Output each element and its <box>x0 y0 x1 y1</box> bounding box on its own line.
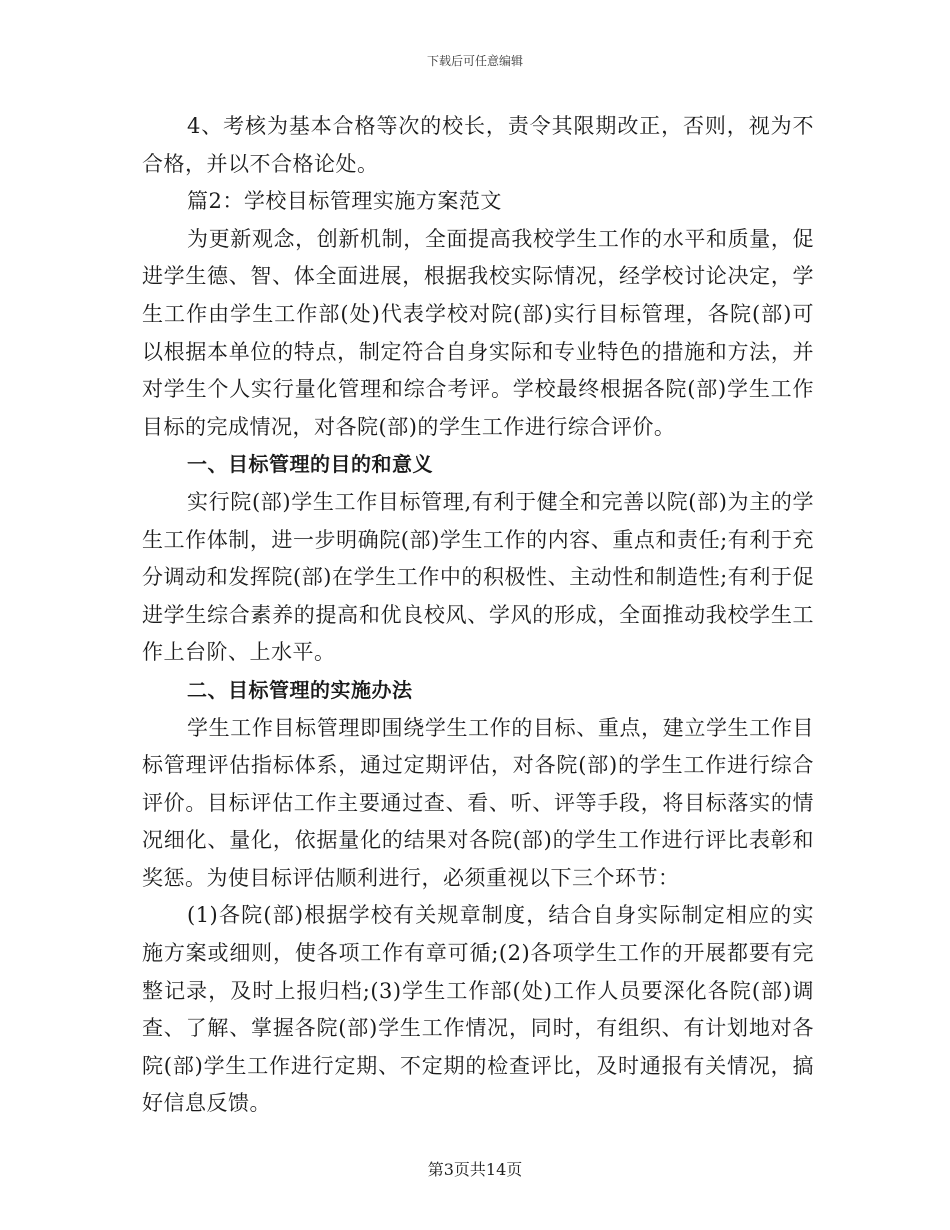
section-title-part2: 篇2：学校目标管理实施方案范文 <box>187 189 502 214</box>
paragraph-intro: 为更新观念，创新机制，全面提高我校学生工作的水平和质量，促进学生德、智、体全面进展，根据我校实际情况，经学校讨论决定，学生工作由学生工作部(处)代表学校对院(部)实行目标管理，各院(部)可以根据本单位的特点，制定符合自身实际和专业特色的措施和方法，并对学生个人实行量化管理和综合考评。学校最终根据各院(部)学生工作目标的完成情况，对各院(部)的学生工作进行综合评价。 <box>142 226 814 439</box>
document-body <box>142 108 814 1123</box>
page-footer: 第3页共14页 <box>427 1160 523 1179</box>
heading-implementation: 二、目标管理的实施办法 <box>187 677 413 702</box>
paragraph-assessment-rule: 4、考核为基本合格等次的校长，责令其限期改正，否则，视为不合格，并以不合格论处。 <box>142 114 814 176</box>
heading-purpose: 一、目标管理的目的和意义 <box>187 452 433 477</box>
paragraph-steps: (1)各院(部)根据学校有关规章制度，结合自身实际制定相应的实施方案或细则，使各项工作有章可循;(2)各项学生工作的开展都要有完整记录，及时上报归档;(3)学生工作部(处)工作人员要深化各院(部)调查、了解、掌握各院(部)学生工作情况，同时，有组织、有计划地对各院(部)学生工作进行定期、不定期的检查评比，及时通报有关情况，搞好信息反馈。 <box>142 903 814 1116</box>
paragraph-purpose: 实行院(部)学生工作目标管理,有利于健全和完善以院(部)为主的学生工作体制，进一步明确院(部)学生工作的内容、重点和责任;有利于充分调动和发挥院(部)在学生工作中的积极性、主动性和制造性;有利于促进学生综合素养的提高和优良校风、学风的形成，全面推动我校学生工作上台阶、上水平。 <box>142 489 814 665</box>
paragraph-implementation: 学生工作目标管理即围绕学生工作的目标、重点，建立学生工作目标管理评估指标体系，通过定期评估，对各院(部)的学生工作进行综合评价。目标评估工作主要通过查、看、听、评等手段，将目标落实的情况细化、量化，依据量化的结果对各院(部)的学生工作进行评比表彰和奖惩。为使目标评估顺利进行，必须重视以下三个环节： <box>142 715 814 890</box>
page-header: 下载后可任意编辑 <box>426 54 523 68</box>
